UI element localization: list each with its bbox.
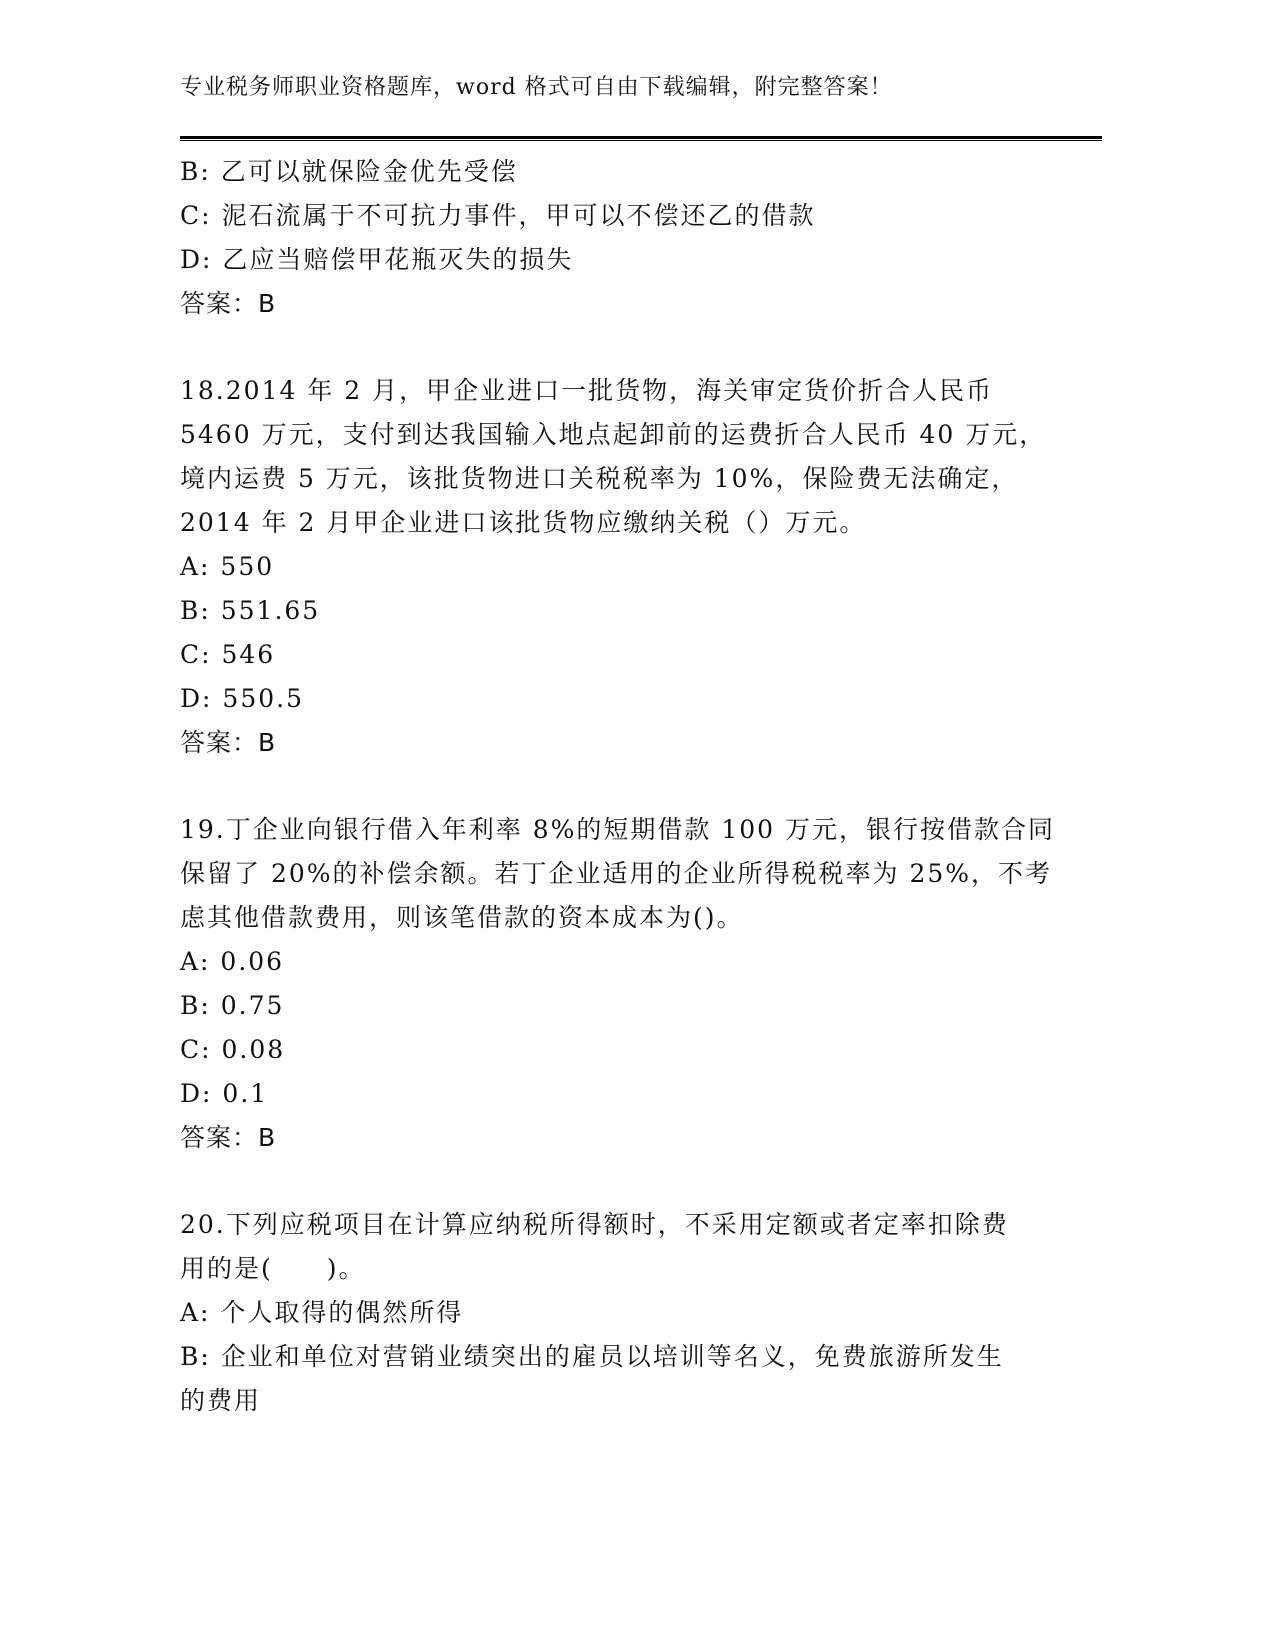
page-content xyxy=(180,150,1055,1423)
option-b: B: 乙可以就保险金优先受偿 xyxy=(180,157,518,186)
answer: 答案：B xyxy=(180,728,277,757)
option-b: B: 企业和单位对营销业绩突出的雇员以培训等名义，免费旅游所发生 xyxy=(180,1342,1004,1371)
question-18 xyxy=(180,369,1047,765)
question-19 xyxy=(180,808,1055,1160)
option-d: D: 0.1 xyxy=(180,1079,269,1108)
option-d: D: 550.5 xyxy=(180,684,304,713)
option-b-continued: 的费用 xyxy=(180,1386,262,1415)
option-a: A: 个人取得的偶然所得 xyxy=(180,1298,464,1327)
question-text-line: 19.丁企业向银行借入年利率 8%的短期借款 100 万元，银行按借款合同 xyxy=(180,815,1055,844)
option-b: B: 0.75 xyxy=(180,991,285,1020)
option-a: A: 550 xyxy=(180,552,275,581)
option-c: C: 0.08 xyxy=(180,1035,286,1064)
question-text-line: 20.下列应税项目在计算应纳税所得额时，不采用定额或者定率扣除费 xyxy=(180,1210,1009,1239)
header-divider xyxy=(180,136,1102,141)
page-header: 专业税务师职业资格题库，word 格式可自由下载编辑，附完整答案！ xyxy=(180,75,893,100)
option-c: C: 546 xyxy=(180,640,276,669)
question-20 xyxy=(180,1203,1040,1423)
question-17-continued xyxy=(180,150,1040,326)
question-text-line: 18.2014 年 2 月，甲企业进口一批货物，海关审定货价折合人民币 xyxy=(180,376,994,405)
question-text-line: 2014 年 2 月甲企业进口该批货物应缴纳关税（）万元。 xyxy=(180,508,867,537)
option-a: A: 0.06 xyxy=(180,947,285,976)
option-c: C: 泥石流属于不可抗力事件，甲可以不偿还乙的借款 xyxy=(180,201,816,230)
question-text-line: 用的是( )。 xyxy=(180,1254,366,1283)
question-text-line: 虑其他借款费用，则该笔借款的资本成本为()。 xyxy=(180,903,744,932)
option-d: D: 乙应当赔偿甲花瓶灭失的损失 xyxy=(180,245,574,274)
question-text-line: 5460 万元，支付到达我国输入地点起卸前的运费折合人民币 40 万元， xyxy=(180,420,1047,449)
option-b: B: 551.65 xyxy=(180,596,321,625)
answer: 答案：B xyxy=(180,289,277,318)
question-text-line: 保留了 20%的补偿余额。若丁企业适用的企业所得税税率为 25%，不考 xyxy=(180,859,1053,888)
answer: 答案：B xyxy=(180,1123,277,1152)
question-text-line: 境内运费 5 万元，该批货物进口关税税率为 10%，保险费无法确定， xyxy=(180,464,1019,493)
